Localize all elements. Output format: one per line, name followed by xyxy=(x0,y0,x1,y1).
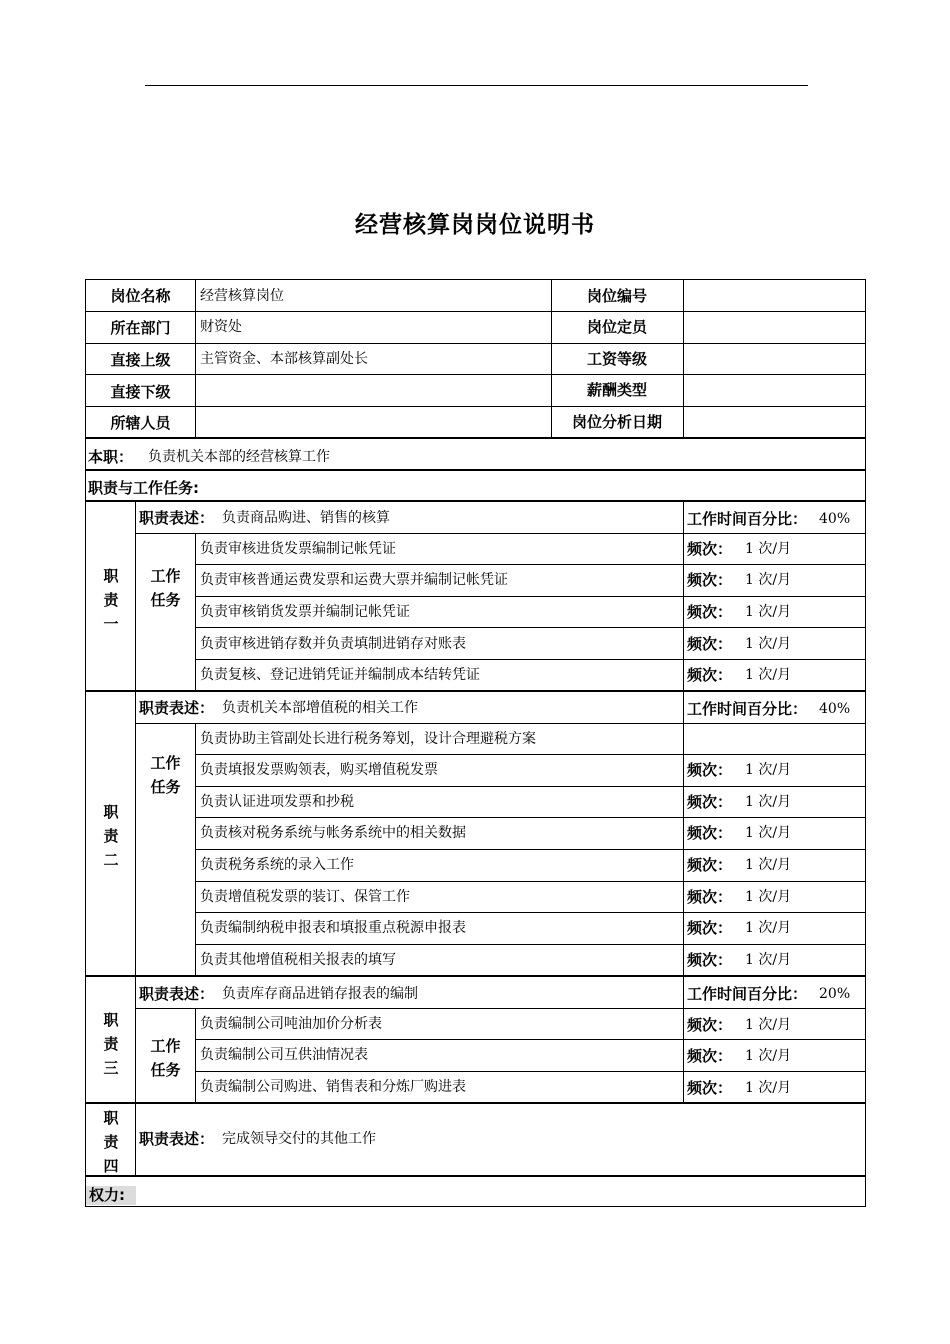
task-row: 负责其他增值税相关报表的填写 xyxy=(200,952,396,968)
freq-label: 频次： xyxy=(687,761,733,779)
duty-3-title: 职 责 三 xyxy=(103,1011,119,1077)
freq-label: 频次： xyxy=(687,951,733,969)
freq-label: 频次： xyxy=(687,635,733,653)
authority-label: 权力: xyxy=(89,1186,125,1204)
task-row: 负责审核销货发票并编制记帐凭证 xyxy=(200,604,410,620)
label-analysis-date: 岗位分析日期 xyxy=(571,413,662,431)
duty-3-pct: 20% xyxy=(819,986,851,1002)
duty-3-statement-label: 职责表述： xyxy=(139,985,215,1003)
duty-1-pct: 40% xyxy=(819,511,851,527)
task-row: 负责复核、登记进销凭证并编制成本结转凭证 xyxy=(200,667,480,683)
duty-4-statement: 完成领导交付的其他工作 xyxy=(222,1131,376,1147)
freq-value: 1 次/月 xyxy=(745,636,792,652)
duty-4-statement-label: 职责表述： xyxy=(139,1130,215,1148)
task-row: 负责核对税务系统与帐务系统中的相关数据 xyxy=(200,825,466,841)
freq-label: 频次： xyxy=(687,571,733,589)
duty-2-pct-label: 工作时间百分比： xyxy=(687,700,808,718)
duty-3-task-label: 工作 任务 xyxy=(150,1037,181,1079)
freq-label: 频次： xyxy=(687,540,733,558)
task-row: 负责增值税发票的装订、保管工作 xyxy=(200,889,410,905)
freq-value: 1 次/月 xyxy=(745,604,792,620)
freq-value: 1 次/月 xyxy=(745,1017,792,1033)
duty-1-statement: 负责商品购进、销售的核算 xyxy=(222,510,390,526)
freq-value: 1 次/月 xyxy=(745,889,792,905)
freq-label: 频次： xyxy=(687,1079,733,1097)
label-superior: 直接上级 xyxy=(110,351,171,369)
freq-value: 1 次/月 xyxy=(745,857,792,873)
task-row: 负责税务系统的录入工作 xyxy=(200,857,354,873)
freq-value: 1 次/月 xyxy=(745,920,792,936)
header-rule xyxy=(145,85,808,86)
freq-label: 频次： xyxy=(687,824,733,842)
task-row: 负责审核进货发票编制记帐凭证 xyxy=(200,541,396,557)
value-job-name: 经营核算岗位 xyxy=(200,288,284,304)
freq-value: 1 次/月 xyxy=(745,572,792,588)
task-row: 负责协助主管副处长进行税务筹划，设计合理避税方案 xyxy=(200,731,536,747)
duty-3-statement: 负责库存商品进销存报表的编制 xyxy=(222,986,418,1002)
label-job-number: 岗位编号 xyxy=(586,287,647,305)
freq-label: 频次： xyxy=(687,1016,733,1034)
duty-1-statement-label: 职责表述： xyxy=(139,509,215,527)
freq-value: 1 次/月 xyxy=(745,1080,792,1096)
freq-value: 1 次/月 xyxy=(745,1048,792,1064)
task-row: 负责审核进销存数并负责填制进销存对账表 xyxy=(200,636,466,652)
duty-2-statement: 负责机关本部增值税的相关工作 xyxy=(222,700,418,716)
freq-label: 频次： xyxy=(687,919,733,937)
task-row: 负责编制公司购进、销售表和分炼厂购进表 xyxy=(200,1079,466,1095)
label-staff: 所辖人员 xyxy=(110,414,171,432)
freq-label: 频次： xyxy=(687,888,733,906)
duty-2-statement-label: 职责表述： xyxy=(139,699,215,717)
duty-1-task-label: 工作 任务 xyxy=(150,567,181,609)
freq-label: 频次： xyxy=(687,603,733,621)
task-row: 负责编制公司吨油加价分析表 xyxy=(200,1016,382,1032)
label-job-name: 岗位名称 xyxy=(110,287,171,305)
freq-label: 频次： xyxy=(687,856,733,874)
task-row: 负责编制公司互供油情况表 xyxy=(200,1047,368,1063)
task-row: 负责认证进项发票和抄税 xyxy=(200,794,354,810)
value-superior: 主管资金、本部核算副处长 xyxy=(200,351,368,367)
freq-value: 1 次/月 xyxy=(745,541,792,557)
freq-value: 1 次/月 xyxy=(745,825,792,841)
freq-label: 频次： xyxy=(687,666,733,684)
label-salary-grade: 工资等级 xyxy=(586,350,647,368)
freq-value: 1 次/月 xyxy=(745,667,792,683)
label-department: 所在部门 xyxy=(110,319,171,337)
page-title: 经营核算岗岗位说明书 xyxy=(355,212,595,238)
main-duty-value: 负责机关本部的经营核算工作 xyxy=(148,449,330,465)
label-subordinate: 直接下级 xyxy=(110,383,171,401)
duty-2-pct: 40% xyxy=(819,701,851,717)
freq-label: 频次： xyxy=(687,793,733,811)
duty-1-title: 职 责 一 xyxy=(103,567,119,633)
freq-value: 1 次/月 xyxy=(745,762,792,778)
duty-1-pct-label: 工作时间百分比： xyxy=(687,510,808,528)
main-duty-label: 本职： xyxy=(88,448,134,466)
duty-3-pct-label: 工作时间百分比： xyxy=(687,985,808,1003)
duties-header: 职责与工作任务: xyxy=(88,479,199,497)
task-row: 负责填报发票购领表，购买增值税发票 xyxy=(200,762,438,778)
duty-2-task-label: 工作 任务 xyxy=(150,754,181,796)
label-headcount: 岗位定员 xyxy=(586,318,647,336)
freq-value: 1 次/月 xyxy=(745,952,792,968)
duty-4-title: 职 责 四 xyxy=(103,1109,119,1175)
freq-value: 1 次/月 xyxy=(745,794,792,810)
duty-2-title: 职 责 二 xyxy=(103,803,119,869)
value-department: 财资处 xyxy=(200,319,242,335)
task-row: 负责编制纳税申报表和填报重点税源申报表 xyxy=(200,920,466,936)
freq-label: 频次： xyxy=(687,1047,733,1065)
label-pay-type: 薪酬类型 xyxy=(586,381,647,399)
task-row: 负责审核普通运费发票和运费大票并编制记帐凭证 xyxy=(200,572,508,588)
